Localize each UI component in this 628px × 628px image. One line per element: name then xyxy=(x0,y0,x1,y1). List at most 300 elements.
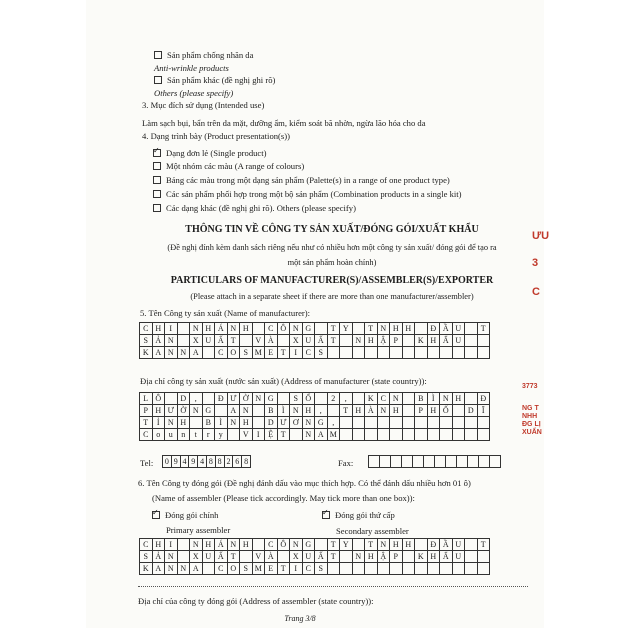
tel-label: Tel: xyxy=(140,458,154,468)
char-cell xyxy=(440,417,453,429)
char-cell xyxy=(440,563,453,575)
char-cell: y xyxy=(215,429,228,441)
red-stamp-fragment: 3773 NG T NHH ĐG LỊ XUẤN xyxy=(522,383,542,436)
char-cell: E xyxy=(265,347,278,359)
char-cell: 0 xyxy=(163,456,172,468)
char-cell: T xyxy=(228,551,241,563)
char-cell: 2 xyxy=(328,393,341,405)
char-cell xyxy=(328,347,341,359)
char-cell: C xyxy=(215,347,228,359)
char-cell: H xyxy=(453,393,466,405)
char-cell: C xyxy=(265,323,278,335)
char-cell: u xyxy=(165,429,178,441)
char-cell: T xyxy=(365,539,378,551)
char-cell: L xyxy=(140,393,153,405)
presentation-heading: 4. Dạng trình bày (Product presentation(s)) xyxy=(142,131,290,141)
char-cell: Ẩ xyxy=(440,335,453,347)
char-cell: B xyxy=(203,417,216,429)
char-cell xyxy=(340,335,353,347)
char-cell: Ô xyxy=(278,323,291,335)
char-cell: T xyxy=(328,551,341,563)
char-cell: D xyxy=(178,393,191,405)
char-cell: V xyxy=(253,551,266,563)
char-cell xyxy=(278,335,291,347)
char-cell: N xyxy=(240,405,253,417)
char-cell xyxy=(402,456,413,468)
char-cell xyxy=(403,417,416,429)
char-cell xyxy=(453,405,466,417)
char-cell: U xyxy=(203,335,216,347)
char-cell: K xyxy=(415,551,428,563)
char-cell: N xyxy=(190,323,203,335)
char-cell xyxy=(478,563,491,575)
char-cell: Ơ xyxy=(290,417,303,429)
char-cell xyxy=(390,429,403,441)
char-cell: C xyxy=(265,539,278,551)
char-cell: H xyxy=(353,405,366,417)
char-cell: T xyxy=(328,335,341,347)
assembler-address-label: Địa chỉ của công ty đóng gói (Address of assembler (state country)): xyxy=(138,596,374,606)
char-cell: N xyxy=(190,539,203,551)
red-stamp-fragment: ƯU 3 C xyxy=(532,230,550,298)
char-cell xyxy=(353,563,366,575)
char-cell xyxy=(203,393,216,405)
char-cell: Ỉ xyxy=(153,417,166,429)
char-cell: H xyxy=(153,539,166,551)
char-cell: X xyxy=(290,551,303,563)
adjacent-page xyxy=(544,0,628,628)
char-cell: C xyxy=(140,539,153,551)
char-cell: U xyxy=(453,551,466,563)
char-cell: S xyxy=(240,347,253,359)
char-cell: C xyxy=(378,393,391,405)
char-cell: I xyxy=(290,347,303,359)
checkbox-checked-icon xyxy=(153,149,161,157)
char-cell: Ờ xyxy=(178,405,191,417)
char-cell: Á xyxy=(215,323,228,335)
char-cell xyxy=(453,347,466,359)
manufacturer-address-grid[interactable] xyxy=(139,392,490,441)
char-cell: 9 xyxy=(172,456,181,468)
char-cell: S xyxy=(140,335,153,347)
char-cell xyxy=(353,323,366,335)
char-cell: M xyxy=(253,563,266,575)
char-cell: À xyxy=(265,335,278,347)
char-cell: , xyxy=(315,405,328,417)
presentation-option[interactable]: Các dạng khác (đề nghị ghi rõ). Others (please specify) xyxy=(153,203,356,213)
char-cell: K xyxy=(140,563,153,575)
char-cell xyxy=(415,539,428,551)
fax-label: Fax: xyxy=(338,458,354,468)
char-cell xyxy=(424,456,435,468)
char-cell: Ì xyxy=(215,417,228,429)
char-cell: n xyxy=(178,429,191,441)
char-cell xyxy=(203,563,216,575)
char-cell: 4 xyxy=(198,456,207,468)
char-cell xyxy=(478,429,491,441)
char-cell xyxy=(278,551,291,563)
char-cell: T xyxy=(278,563,291,575)
char-cell xyxy=(240,335,253,347)
char-cell xyxy=(415,323,428,335)
char-cell xyxy=(365,417,378,429)
char-cell: V xyxy=(253,335,266,347)
fax-field[interactable] xyxy=(368,455,501,468)
char-cell: C xyxy=(215,563,228,575)
char-cell: A xyxy=(190,347,203,359)
char-cell: T xyxy=(328,539,341,551)
char-cell: H xyxy=(153,405,166,417)
char-cell xyxy=(413,456,424,468)
char-cell: A xyxy=(315,429,328,441)
char-cell: T xyxy=(478,539,491,551)
char-cell: A xyxy=(153,347,166,359)
char-cell: T xyxy=(340,405,353,417)
char-cell xyxy=(253,323,266,335)
manufacturer-address-label: Địa chỉ công ty sản xuất (nước sản xuất) (Address of manufacturer (state country)): xyxy=(140,376,427,386)
char-cell: Đ xyxy=(215,393,228,405)
char-cell: G xyxy=(203,405,216,417)
char-cell: Ậ xyxy=(378,551,391,563)
char-cell: 2 xyxy=(225,456,234,468)
char-cell: I xyxy=(165,539,178,551)
char-cell: N xyxy=(165,347,178,359)
char-cell xyxy=(378,417,391,429)
anti-wrinkle-option[interactable]: Sản phẩm chống nhăn da xyxy=(154,50,253,60)
char-cell: C xyxy=(303,563,316,575)
primary-assembler-option[interactable]: ✓Đóng gói chính xyxy=(152,510,218,520)
char-cell xyxy=(328,405,341,417)
char-cell: P xyxy=(415,405,428,417)
char-cell: C xyxy=(303,347,316,359)
char-cell xyxy=(403,405,416,417)
char-cell: B xyxy=(415,393,428,405)
char-cell: N xyxy=(228,417,241,429)
char-cell: Ả xyxy=(153,335,166,347)
char-cell: o xyxy=(153,429,166,441)
char-cell: K xyxy=(140,347,153,359)
char-cell: N xyxy=(303,417,316,429)
char-cell xyxy=(403,393,416,405)
char-cell: , xyxy=(190,393,203,405)
char-cell xyxy=(440,429,453,441)
char-cell: U xyxy=(303,551,316,563)
char-cell: V xyxy=(240,429,253,441)
char-cell xyxy=(465,347,478,359)
char-cell xyxy=(228,429,241,441)
char-cell: S xyxy=(140,551,153,563)
char-cell: N xyxy=(253,393,266,405)
char-cell: E xyxy=(265,563,278,575)
char-cell xyxy=(428,563,441,575)
char-cell: C xyxy=(140,323,153,335)
char-cell: H xyxy=(390,405,403,417)
char-cell: H xyxy=(403,539,416,551)
char-cell xyxy=(278,393,291,405)
char-cell xyxy=(340,417,353,429)
anti-wrinkle-en: Anti-wrinkle products xyxy=(154,63,229,73)
char-cell: N xyxy=(378,323,391,335)
char-cell: A xyxy=(228,405,241,417)
char-cell: B xyxy=(265,405,278,417)
char-cell: N xyxy=(178,563,191,575)
char-cell xyxy=(446,456,457,468)
checkbox-icon xyxy=(153,162,161,170)
char-cell xyxy=(340,347,353,359)
char-cell: r xyxy=(203,429,216,441)
char-cell: Ầ xyxy=(440,323,453,335)
checkbox-icon xyxy=(153,190,161,198)
char-cell: H xyxy=(428,551,441,563)
char-cell: N xyxy=(290,323,303,335)
assembler-name-grid[interactable] xyxy=(139,538,490,575)
char-cell: t xyxy=(190,429,203,441)
purpose-text: Làm sạch bụi, bẩn trên da mặt, dưỡng ẩm, kiểm soát bã nhờn, ngừa lão hóa cho da xyxy=(142,118,426,128)
char-cell: À xyxy=(365,405,378,417)
char-cell: N xyxy=(290,405,303,417)
char-cell: 8 xyxy=(207,456,216,468)
char-cell xyxy=(290,429,303,441)
char-cell: Ư xyxy=(228,393,241,405)
secondary-assembler-option[interactable]: ✓Đóng gói thứ cấp xyxy=(322,510,395,520)
char-cell xyxy=(353,429,366,441)
char-cell: I xyxy=(165,323,178,335)
assembler-heading: 6. Tên Công ty đóng gói (Đề nghị đánh dấu vào mục thích hợp. Có thể đánh dấu nhiều hơn 01 ô) xyxy=(138,478,471,488)
char-cell: Ấ xyxy=(215,335,228,347)
char-cell xyxy=(365,429,378,441)
char-cell xyxy=(378,563,391,575)
char-cell: N xyxy=(353,335,366,347)
char-cell: U xyxy=(453,323,466,335)
char-cell xyxy=(365,347,378,359)
char-cell: 8 xyxy=(242,456,251,468)
char-cell xyxy=(178,335,191,347)
char-cell: S xyxy=(315,563,328,575)
char-cell xyxy=(428,429,441,441)
char-cell xyxy=(178,551,191,563)
char-cell: H xyxy=(390,323,403,335)
char-cell: N xyxy=(165,335,178,347)
company-note-en: (Please attach in a separate sheet if there are more than one manufacturer/assembler) xyxy=(190,292,474,301)
char-cell xyxy=(178,323,191,335)
char-cell: U xyxy=(453,539,466,551)
char-cell: K xyxy=(415,335,428,347)
char-cell: Ố xyxy=(440,405,453,417)
char-cell xyxy=(403,563,416,575)
char-cell: Đ xyxy=(428,539,441,551)
char-cell xyxy=(453,429,466,441)
presentation-option[interactable]: ✓Dạng đơn lẻ (Single product) xyxy=(153,148,267,158)
char-cell: X xyxy=(190,551,203,563)
char-cell xyxy=(380,456,391,468)
char-cell xyxy=(203,347,216,359)
char-cell: , xyxy=(328,417,341,429)
char-cell: N xyxy=(303,429,316,441)
char-cell: H xyxy=(178,417,191,429)
char-cell: K xyxy=(365,393,378,405)
char-cell: P xyxy=(390,335,403,347)
char-cell: Ả xyxy=(153,551,166,563)
char-cell xyxy=(391,456,402,468)
char-cell xyxy=(403,347,416,359)
char-cell xyxy=(178,539,191,551)
char-cell: U xyxy=(203,551,216,563)
char-cell xyxy=(415,563,428,575)
char-cell: N xyxy=(290,539,303,551)
char-cell: Đ xyxy=(478,393,491,405)
divider xyxy=(138,586,528,587)
char-cell xyxy=(253,417,266,429)
char-cell xyxy=(353,347,366,359)
char-cell: Ô xyxy=(278,539,291,551)
char-cell: H xyxy=(403,323,416,335)
char-cell xyxy=(465,429,478,441)
char-cell: H xyxy=(303,405,316,417)
char-cell: G xyxy=(303,323,316,335)
purpose-heading: 3. Mục đích sử dụng (Intended use) xyxy=(142,100,265,110)
company-note-vi-1: (Đề nghị đính kèm danh sách riêng nếu như có nhiều hơn một công ty sản xuất/ đóng gói để tạo ra xyxy=(167,243,497,252)
char-cell: O xyxy=(228,563,241,575)
char-cell: P xyxy=(140,405,153,417)
char-cell: 8 xyxy=(216,456,225,468)
checkbox-icon xyxy=(153,176,161,184)
char-cell xyxy=(415,417,428,429)
char-cell: H xyxy=(203,539,216,551)
char-cell: H xyxy=(240,417,253,429)
char-cell xyxy=(465,335,478,347)
char-cell: H xyxy=(428,405,441,417)
company-title-en: PARTICULARS OF MANUFACTURER(S)/ASSEMBLER(S)/EXPORTER xyxy=(170,275,494,286)
char-cell: T xyxy=(140,417,153,429)
char-cell xyxy=(403,335,416,347)
char-cell: T xyxy=(278,347,291,359)
char-cell xyxy=(453,417,466,429)
presentation-option[interactable]: Các sản phẩm phối hợp trong một bộ sản phẩm (Combination products in a single kit) xyxy=(153,189,462,199)
char-cell: N xyxy=(228,539,241,551)
others-option[interactable]: Sản phẩm khác (đề nghị ghi rõ) xyxy=(154,75,275,85)
char-cell: M xyxy=(253,347,266,359)
char-cell: N xyxy=(378,405,391,417)
char-cell xyxy=(390,347,403,359)
char-cell: D xyxy=(265,417,278,429)
char-cell xyxy=(353,393,366,405)
char-cell xyxy=(465,539,478,551)
char-cell: S xyxy=(240,563,253,575)
char-cell: N xyxy=(440,393,453,405)
checkbox-checked-icon xyxy=(152,511,160,519)
char-cell: Ư xyxy=(278,417,291,429)
char-cell: Y xyxy=(340,323,353,335)
char-cell: Á xyxy=(215,539,228,551)
secondary-assembler-en: Secondary assembler xyxy=(336,526,409,536)
char-cell: A xyxy=(153,563,166,575)
char-cell: G xyxy=(265,393,278,405)
checkbox-icon xyxy=(154,51,162,59)
char-cell xyxy=(468,456,479,468)
presentation-option[interactable]: Bảng các màu trong một dạng sản phẩm (Palette(s) in a range of one product type) xyxy=(153,175,450,185)
char-cell: Ố xyxy=(303,393,316,405)
char-cell: Ì xyxy=(278,405,291,417)
char-cell: N xyxy=(353,551,366,563)
char-cell xyxy=(378,347,391,359)
char-cell xyxy=(465,417,478,429)
char-cell xyxy=(435,456,446,468)
char-cell: N xyxy=(228,323,241,335)
char-cell: I xyxy=(290,563,303,575)
char-cell: T xyxy=(478,323,491,335)
char-cell: H xyxy=(365,335,378,347)
char-cell: Ư xyxy=(165,405,178,417)
presentation-option[interactable]: Một nhóm các màu (A range of colours) xyxy=(153,161,304,171)
char-cell: M xyxy=(328,429,341,441)
char-cell: Ầ xyxy=(440,539,453,551)
char-cell xyxy=(390,417,403,429)
char-cell: Ẩ xyxy=(440,551,453,563)
char-cell xyxy=(428,347,441,359)
char-cell xyxy=(340,429,353,441)
char-cell xyxy=(215,405,228,417)
char-cell xyxy=(340,563,353,575)
char-cell: S xyxy=(290,393,303,405)
char-cell: Ấ xyxy=(315,551,328,563)
char-cell: 6 xyxy=(233,456,242,468)
char-cell xyxy=(478,335,491,347)
char-cell: Ấ xyxy=(315,335,328,347)
char-cell: C xyxy=(140,429,153,441)
char-cell: N xyxy=(190,405,203,417)
char-cell xyxy=(490,456,501,468)
char-cell xyxy=(353,539,366,551)
char-cell: , xyxy=(340,393,353,405)
char-cell xyxy=(365,563,378,575)
char-cell: H xyxy=(428,335,441,347)
char-cell: H xyxy=(390,539,403,551)
char-cell: N xyxy=(165,551,178,563)
char-cell xyxy=(315,539,328,551)
char-cell: X xyxy=(190,335,203,347)
checkbox-icon xyxy=(154,76,162,84)
char-cell: Y xyxy=(340,539,353,551)
others-en: Others (please specify) xyxy=(154,88,234,98)
char-cell: T xyxy=(228,335,241,347)
char-cell: Ệ xyxy=(265,429,278,441)
char-cell xyxy=(478,347,491,359)
company-title-vi: THÔNG TIN VỀ CÔNG TY SẢN XUẤT/ĐÓNG GÓI/XUẤT KHẨU xyxy=(185,224,479,235)
char-cell xyxy=(415,429,428,441)
assembler-subheading: (Name of assembler (Please tick accordingly. May tick more than one box)): xyxy=(152,493,415,503)
checkbox-checked-icon xyxy=(322,511,330,519)
char-cell: Ĩ xyxy=(478,405,491,417)
char-cell xyxy=(440,347,453,359)
char-cell xyxy=(428,417,441,429)
char-cell: Ô xyxy=(153,393,166,405)
char-cell xyxy=(479,456,490,468)
page-number: Trang 3/8 xyxy=(284,614,316,623)
checkbox-icon xyxy=(153,204,161,212)
char-cell xyxy=(315,393,328,405)
char-cell xyxy=(403,551,416,563)
char-cell xyxy=(465,563,478,575)
char-cell: D xyxy=(465,405,478,417)
char-cell xyxy=(415,347,428,359)
char-cell: T xyxy=(328,323,341,335)
char-cell xyxy=(353,417,366,429)
tel-field[interactable] xyxy=(162,455,251,468)
char-cell: H xyxy=(153,323,166,335)
char-cell xyxy=(190,417,203,429)
manufacturer-name-grid[interactable] xyxy=(139,322,490,359)
char-cell: G xyxy=(303,539,316,551)
